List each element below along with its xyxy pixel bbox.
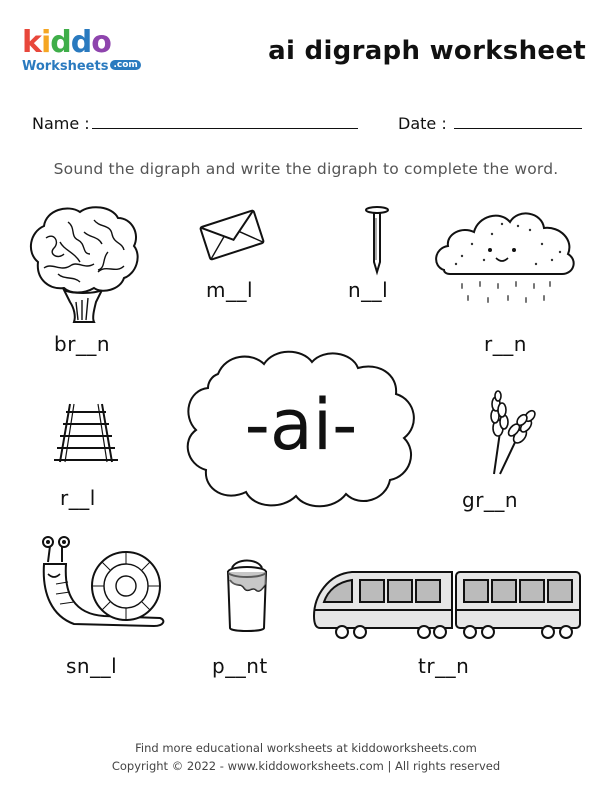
logo-wordmark	[22, 25, 152, 60]
page-title: ai digraph worksheet	[268, 36, 586, 66]
snail-icon	[34, 534, 170, 638]
word-brain: br__n	[54, 332, 111, 356]
date-label: Date :	[398, 114, 447, 133]
footer-line-1: Find more educational worksheets at kiddoworksheets.com	[135, 741, 477, 755]
envelope-icon	[198, 208, 266, 262]
logo-letter-d1: d	[50, 25, 71, 60]
footer-line-2: Copyright © 2022 - www.kiddoworksheets.com | All rights reserved	[111, 759, 501, 773]
logo-sub-text: Worksheets	[22, 59, 109, 74]
logo-letter-k: k	[22, 25, 41, 60]
kiddo-worksheets-logo	[22, 25, 152, 76]
logo-letter-o: o	[91, 25, 111, 60]
word-snail: sn__l	[66, 654, 118, 678]
logo-letter-i: i	[40, 25, 51, 60]
word-rain: r__n	[484, 332, 527, 356]
name-field[interactable]	[92, 128, 358, 129]
logo-letter-d2: d	[70, 25, 92, 60]
logo-subtitle	[22, 60, 152, 75]
center-digraph-label: -ai-	[244, 384, 358, 466]
rain-cloud-icon	[432, 204, 578, 308]
word-grain: gr__n	[462, 488, 519, 512]
date-field[interactable]	[454, 128, 582, 129]
wheat-icon	[482, 392, 540, 476]
brain-icon	[24, 202, 142, 326]
word-paint: p__nt	[212, 654, 268, 678]
paint-bucket-icon	[222, 558, 272, 634]
instruction-text: Sound the digraph and write the digraph to complete the word.	[53, 160, 559, 178]
logo-suffix: .com	[110, 60, 140, 70]
nail-icon	[362, 204, 392, 274]
train-icon	[312, 566, 582, 642]
name-label: Name :	[32, 114, 90, 133]
word-train: tr__n	[418, 654, 470, 678]
railway-track-icon	[50, 402, 122, 464]
word-rail: r__l	[60, 486, 96, 510]
word-mail: m__l	[206, 278, 254, 302]
word-nail: n__l	[348, 278, 389, 302]
